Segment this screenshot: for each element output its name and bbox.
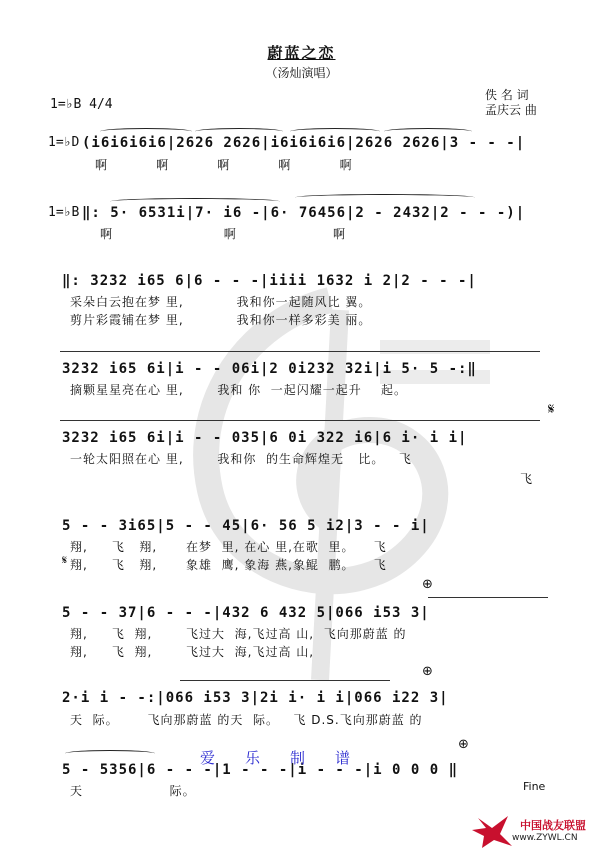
slur <box>384 128 472 135</box>
slur <box>110 198 280 205</box>
lyric-line-6a: 翔, 飞 翔, 在梦 里, 在心 里,在歌 里。 飞 <box>70 540 387 554</box>
lyric-line-3a: 采朵白云抱在梦 里, 我和你一起随风比 翼。 <box>70 295 372 309</box>
coda-icon-3: ⊕ <box>458 737 469 752</box>
notation-line-8: 2·i i - -:|066 i53 3|2i i· i i|066 i22 3| <box>62 690 449 706</box>
lyric-line-5b: 飞 <box>520 472 534 486</box>
notation-line-7: 5 - - 37|6 - - -|432 6 432 5|066 i53 3| <box>62 605 430 621</box>
lyric-line-1: 啊 啊 啊 啊 啊 <box>95 158 353 172</box>
lyric-line-8: 天 际。 飞向那蔚蓝 的天 际。 飞 D.S.飞向那蔚蓝 的 <box>70 713 423 727</box>
notation-line-2: ‖: 5· 6531i|7· i6 -|6· 76456|2 - 2432|2 - - -)| <box>82 205 526 221</box>
slur <box>100 128 192 135</box>
coda-icon: ⊕ <box>422 577 433 592</box>
lyric-line-4: 摘颗星星亮在心 里, 我和 你 一起闪耀一起升 起。 <box>70 383 408 397</box>
segno-icon-small: 𝄋 <box>62 553 68 567</box>
notation-line-3: ‖: 3232 i65 6|6 - - -|iiii 1632 i 2|2 - - -| <box>62 273 477 289</box>
lyricist-credit: 佚 名 词 <box>485 88 529 102</box>
coda-icon-2: ⊕ <box>422 664 433 679</box>
notation-line-6: 5 - - 3i65|5 - - 45|6· 56 5 i2|3 - - i| <box>62 518 430 534</box>
segno-icon: 𝄋 <box>548 400 555 418</box>
volta-1-bracket <box>60 351 540 352</box>
notation-line-9: 5 - 5356|6 - - -|1 - - -|i - - -|i 0 0 0 ‖ <box>62 762 459 778</box>
volta-1b-bracket <box>428 597 548 598</box>
key-verse: 1=♭B <box>48 205 80 220</box>
volta-2b-bracket <box>180 680 390 681</box>
lyric-line-7a: 翔, 飞 翔, 飞过大 海,飞过高 山, 飞向那蔚蓝 的 <box>70 627 407 641</box>
slur <box>290 128 380 135</box>
composer-credit: 孟庆云 曲 <box>485 103 537 117</box>
key-intro: 1=♭D <box>48 135 80 150</box>
slur <box>195 128 283 135</box>
notation-line-4: 3232 i65 6i|i - - 06i|2 0i232 32i|i 5· 5 -:‖ <box>62 361 477 377</box>
slur <box>65 750 155 757</box>
watermark-aipu: 爱乐制谱 <box>200 749 381 767</box>
lyric-line-9: 天 际。 <box>70 784 196 798</box>
notation-line-1: (i6i6i6i6|2626 2626|i6i6i6i6|2626 2626|3 - - -| <box>82 135 526 151</box>
site-logo-text: 中国战友联盟 <box>520 819 586 832</box>
lyric-line-2: 啊 啊 啊 <box>100 227 347 241</box>
lyric-line-3b: 剪片彩霞铺在梦 里, 我和你一样多彩美 丽。 <box>70 313 372 327</box>
song-title: 蔚蓝之恋 <box>267 44 336 62</box>
lyric-line-6b: 翔, 飞 翔, 象雄 鹰, 象海 燕,象鲲 鹏。 飞 <box>70 558 387 572</box>
slur <box>295 194 475 201</box>
volta-2-bracket <box>60 420 540 421</box>
fine-mark: Fine <box>523 780 546 793</box>
lyric-line-7b: 翔, 飞 翔, 飞过大 海,飞过高 山, <box>70 645 315 659</box>
lyric-line-5: 一轮太阳照在心 里, 我和你 的生命辉煌无 比。 飞 <box>70 452 412 466</box>
key-signature-main: 1=♭B 4/4 <box>50 97 113 112</box>
singer-note: （汤灿演唱） <box>265 66 338 80</box>
site-url: www.ZYWL.CN <box>512 833 578 843</box>
notation-line-5: 3232 i65 6i|i - - 035|6 0i 322 i6|6 i· i i| <box>62 430 468 446</box>
